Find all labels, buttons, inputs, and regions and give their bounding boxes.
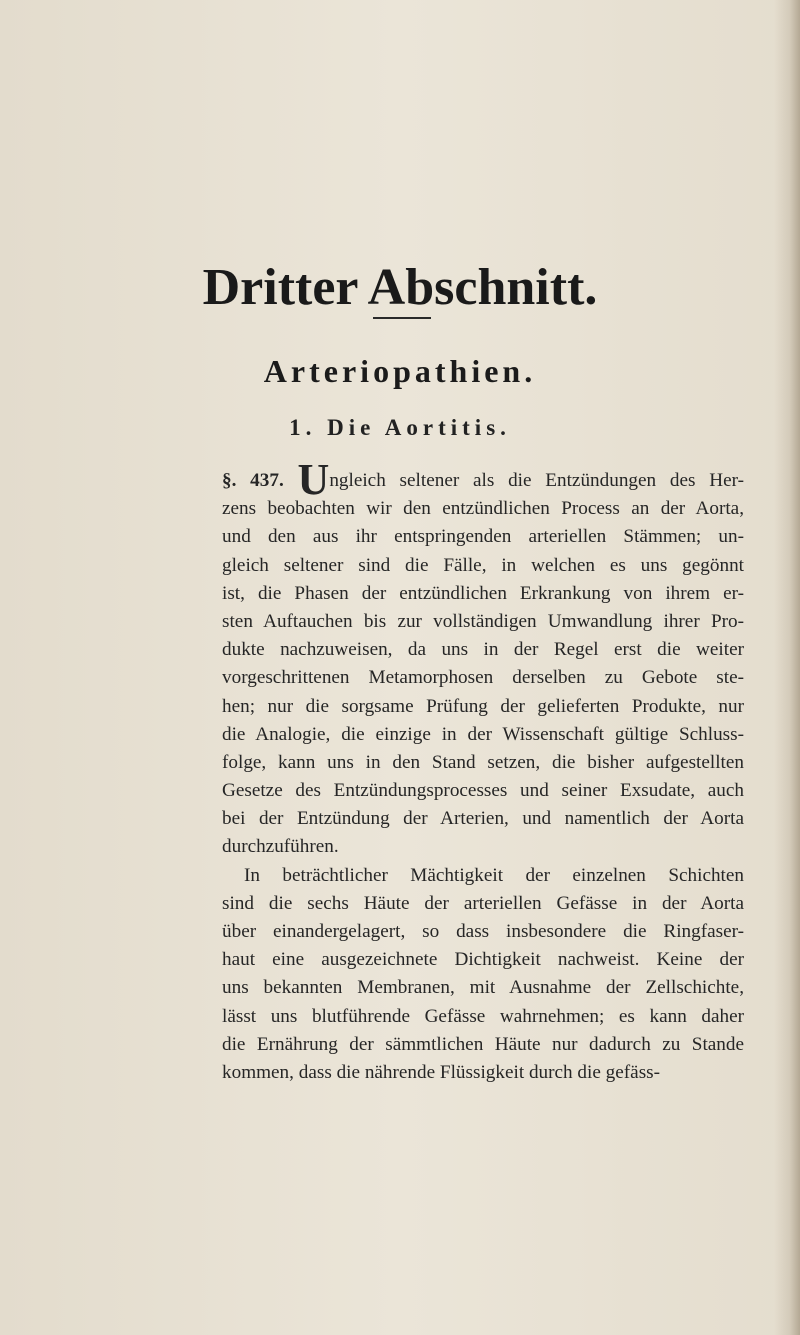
text-line: dukte nachzuweisen, da uns in der Regel erst die weiter bbox=[222, 639, 744, 661]
text-line: bei der Entzündung der Arterien, und namentlich der Aorta bbox=[222, 808, 744, 830]
paragraph-2 bbox=[222, 862, 744, 1088]
text-line: folge, kann uns in den Stand setzen, die bisher aufgestellten bbox=[222, 751, 744, 773]
text-line: durchzuführen. bbox=[222, 836, 339, 858]
text-line: Gesetze des Entzündungsprocesses und seiner Exsudate, auch bbox=[222, 780, 744, 802]
first-line bbox=[222, 455, 745, 504]
text-line: sind die sechs Häute der arteriellen Gefässe in der Aorta bbox=[222, 892, 744, 914]
text-line: uns bekannten Membranen, mit Ausnahme der Zellschichte, bbox=[222, 977, 744, 999]
text-line: sten Auftauchen bis zur vollständigen Umwandlung ihrer Pro- bbox=[222, 610, 744, 632]
section-number: 1. bbox=[289, 415, 317, 440]
page-edge-shadow bbox=[774, 0, 800, 1335]
text-line: kommen, dass die nährende Flüssigkeit durch die gefäss- bbox=[222, 1061, 661, 1083]
text-line: die Ernährung der sämmtlichen Häute nur dadurch zu Stande bbox=[222, 1033, 744, 1055]
body-text bbox=[222, 455, 745, 1087]
text-line: und den aus ihr entspringenden arteriellen Stämmen; un- bbox=[222, 526, 744, 548]
text-line: ist, die Phasen der entzündlichen Erkrankung von ihrem er- bbox=[222, 582, 744, 604]
section-name: Die Aortitis. bbox=[327, 415, 511, 440]
text-line: die Analogie, die einzige in der Wissenschaft gültige Schluss- bbox=[222, 723, 744, 745]
section-title bbox=[0, 415, 800, 441]
text-line: gleich seltener sind die Fälle, in welchen es uns gegönnt bbox=[222, 554, 744, 576]
text-line: zens beobachten wir den entzündlichen Process an der Aorta, bbox=[222, 498, 744, 520]
chapter-heading: Dritter Abschnitt. bbox=[202, 259, 598, 316]
text-line: lässt uns blutführende Gefässe wahrnehmen; es kann daher bbox=[222, 1005, 744, 1027]
drop-cap: U bbox=[297, 455, 330, 504]
heading-rule bbox=[373, 317, 431, 319]
first-line-text: ngleich seltener als die Entzündungen des Her- bbox=[329, 470, 745, 491]
text-line: über einandergelagert, so dass insbesondere die Ringfaser- bbox=[222, 921, 744, 942]
paragraph-number: §. 437. bbox=[222, 470, 284, 491]
text-line: vorgeschrittenen Metamorphosen derselben zu Gebote ste- bbox=[222, 667, 744, 689]
text-line: hen; nur die sorgsame Prüfung der gelieferten Produkte, nur bbox=[222, 695, 744, 717]
text-line: haut eine ausgezeichnete Dichtigkeit nachweist. Keine der bbox=[222, 949, 744, 971]
text-line: In beträchtlicher Mächtigkeit der einzelnen Schichten bbox=[244, 864, 744, 886]
subheading: Arteriopathien. bbox=[263, 353, 537, 389]
paragraph-1 bbox=[222, 495, 744, 861]
